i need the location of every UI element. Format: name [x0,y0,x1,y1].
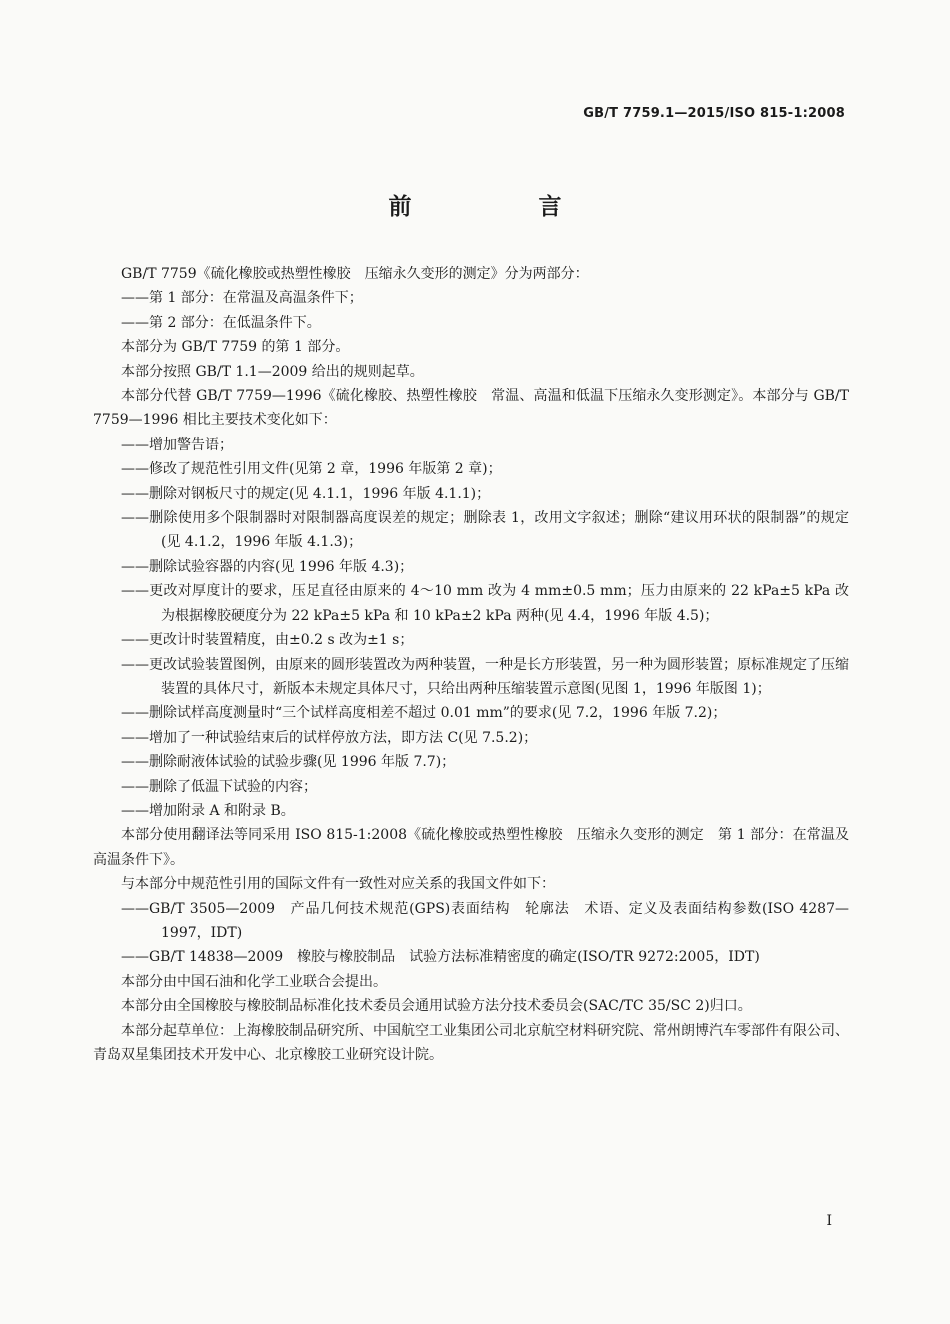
list-item: ——删除试样高度测量时“三个试样高度相差不超过 0.01 mm”的要求(见 7.2，1996 年版 7.2)； [121,705,727,722]
document-id-header: GB/T 7759.1—2015/ISO 815-1:2008 [583,106,845,121]
page-number: I [826,1213,832,1229]
section-title: 前 言 [388,194,614,220]
paragraph: 本部分使用翻译法等同采用 ISO 815-1:2008《硫化橡胶或热塑性橡胶 压缩永久变形的测定 第 1 部分：在常温及高温条件下》。 [93,827,849,868]
paragraph: GB/T 7759《硫化橡胶或热塑性橡胶 压缩永久变形的测定》分为两部分： [121,266,589,282]
list-item: ——增加附录 A 和附录 B。 [121,802,295,819]
paragraph: 本部分按照 GB/T 1.1—2009 给出的规则起草。 [121,363,424,380]
list-item: ——删除耐液体试验的试验步骤(见 1996 年版 7.7)； [121,754,456,771]
paragraph: 本部分由中国石油和化学工业联合会提出。 [121,973,387,990]
list-item: ——更改对厚度计的要求，压足直径由原来的 4～10 mm 改为 4 mm±0.5 mm；压力由原来的 22 kPa±5 kPa 改为根据橡胶硬度分为 22 kPa±5 kPa 和 10 kPa±2 kPa 两种(见 4.4，1996 年版 4.5)； [121,583,849,624]
paragraph: 本部分由全国橡胶与橡胶制品标准化技术委员会通用试验方法分技术委员会(SAC/TC 35/SC 2)归口。 [121,998,752,1015]
paragraph: 本部分代替 GB/T 7759—1996《硫化橡胶、热塑性橡胶 常温、高温和低温下压缩永久变形测定》。本部分与 GB/T 7759—1996 相比主要技术变化如下： [93,388,849,429]
list-item: ——GB/T 3505—2009 产品几何技术规范(GPS)表面结构 轮廓法 术语、定义及表面结构参数(ISO 4287—1997，IDT) [121,900,849,941]
document-body [93,262,849,1067]
list-item: ——删除使用多个限制器时对限制器高度误差的规定；删除表 1，改用文字叙述；删除“建议用环状的限制器”的规定(见 4.1.2，1996 年版 4.1.3)； [121,510,849,551]
list-item: ——删除了低温下试验的内容； [121,778,317,795]
paragraph: 与本部分中规范性引用的国际文件有一致性对应关系的我国文件如下： [121,876,555,893]
list-item: ——增加警告语； [121,436,233,453]
paragraph: 本部分起草单位：上海橡胶制品研究所、中国航空工业集团公司北京航空材料研究院、常州朗博汽车零部件有限公司、青岛双星集团技术开发中心、北京橡胶工业研究设计院。 [93,1022,849,1063]
list-item: ——第 2 部分：在低温条件下。 [121,314,321,331]
list-item: ——增加了一种试验结束后的试样停放方法，即方法 C(见 7.5.2)； [121,729,538,746]
list-item: ——删除对钢板尺寸的规定(见 4.1.1，1996 年版 4.1.1)； [121,485,491,502]
paragraph: 本部分为 GB/T 7759 的第 1 部分。 [121,339,350,356]
list-item: ——更改计时装置精度，由±0.2 s 改为±1 s； [121,632,414,649]
list-item: ——第 1 部分：在常温及高温条件下； [121,290,363,307]
list-item: ——修改了规范性引用文件(见第 2 章，1996 年版第 2 章)； [121,461,502,478]
list-item: ——更改试验装置图例，由原来的圆形装置改为两种装置，一种是长方形装置，另一种为圆形装置；原标准规定了压缩装置的具体尺寸，新版本未规定具体尺寸，只给出两种压缩装置示意图(见图 1，1996 年版图 1)； [121,656,849,697]
list-item: ——GB/T 14838—2009 橡胶与橡胶制品 试验方法标准精密度的确定(ISO/TR 9272:2005，IDT) [121,949,760,966]
list-item: ——删除试验容器的内容(见 1996 年版 4.3)； [121,558,414,575]
